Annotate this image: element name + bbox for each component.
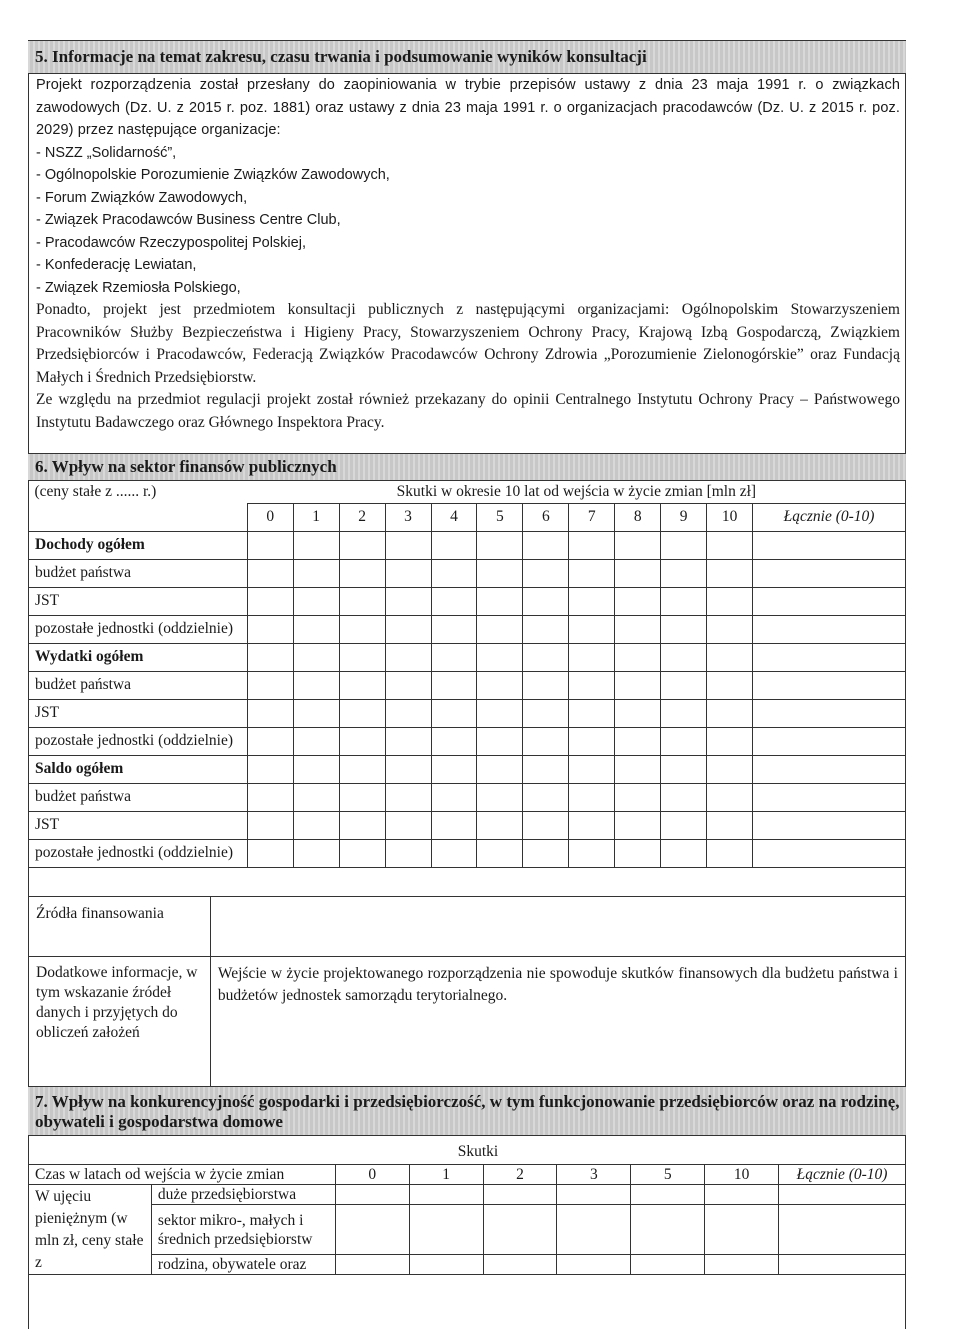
financial-value-cell [661, 643, 707, 671]
financial-value-cell [707, 699, 753, 727]
financial-value-cell [753, 643, 906, 671]
financial-value-cell [431, 783, 477, 811]
financial-value-cell [707, 727, 753, 755]
financial-value-cell [615, 839, 661, 867]
financial-row [29, 643, 906, 671]
financial-row-label: budżet państwa [29, 671, 248, 699]
financial-row-label: JST [29, 699, 248, 727]
financial-value-cell [615, 783, 661, 811]
financial-value-cell [569, 699, 615, 727]
financial-value-cell [615, 531, 661, 559]
document-page [28, 40, 906, 1329]
financial-value-cell [707, 671, 753, 699]
section-7-header [28, 1086, 906, 1136]
year-header: 10 [707, 503, 753, 531]
financial-value-cell [707, 839, 753, 867]
effects-period-header: Skutki w okresie 10 lat od wejścia w życie zmian [mln zł] [396, 482, 757, 500]
financial-value-cell [293, 699, 339, 727]
financial-value-cell [431, 559, 477, 587]
year-header: 5 [631, 1165, 705, 1185]
financial-value-cell [477, 699, 523, 727]
financial-value-cell [339, 615, 385, 643]
section-7-title: 7. Wpływ na konkurencyjność gospodarki i przedsiębiorczość, w tym funkcjonowanie przedsiębiorców oraz na rodzinę, obywateli i gospodarstwa domowe [35, 1092, 900, 1131]
financial-value-cell [753, 531, 906, 559]
organization-item: - Związek Pracodawców Business Centre Club, [36, 212, 341, 228]
financial-value-cell [339, 811, 385, 839]
financial-value-cell [707, 587, 753, 615]
financial-value-cell [247, 587, 293, 615]
financial-value-cell [661, 531, 707, 559]
financial-value-cell [569, 615, 615, 643]
financial-value-cell [615, 755, 661, 783]
financial-value-cell [661, 783, 707, 811]
financial-value-cell [431, 643, 477, 671]
financial-value-cell [707, 531, 753, 559]
financial-value-cell [247, 839, 293, 867]
financial-value-cell [247, 671, 293, 699]
financial-value-cell [753, 587, 906, 615]
year-header: 4 [431, 503, 477, 531]
financial-row [29, 755, 906, 783]
financial-value-cell [477, 839, 523, 867]
funding-sources-value [210, 897, 905, 957]
financial-row-label: JST [29, 811, 248, 839]
financial-value-cell [569, 783, 615, 811]
financial-value-cell [707, 559, 753, 587]
financial-value-cell [661, 587, 707, 615]
financial-rows [29, 531, 906, 867]
financial-row [29, 615, 906, 643]
financial-value-cell [661, 671, 707, 699]
financial-value-cell [339, 643, 385, 671]
financial-value-cell [431, 811, 477, 839]
financial-value-cell [569, 643, 615, 671]
financial-value-cell [569, 587, 615, 615]
section-6-header [28, 453, 906, 481]
financial-value-cell [753, 839, 906, 867]
financial-value-cell [293, 783, 339, 811]
financial-value-cell [753, 559, 906, 587]
financial-row-label: JST [29, 587, 248, 615]
financial-value-cell [569, 755, 615, 783]
organization-item: - Forum Związków Zawodowych, [36, 189, 248, 206]
financial-value-cell [431, 531, 477, 559]
financial-value-cell [247, 615, 293, 643]
financial-value-cell [523, 811, 569, 839]
time-since-entry-label: Czas w latach od wejścia w życie zmian [29, 1165, 336, 1185]
financial-value-cell [431, 839, 477, 867]
public-consultation-paragraph: Ponadto, projekt jest przedmiotem konsultacji publicznych z następującymi organizacjami: Ogólnopolskim Stowarzyszeniem Pracowników Służby Bezpieczeństwa i Higieny Pracy, Stowarzyszeniem Ochrony Pracy, Krajową Izbą Gospodarczą, Związkiem Przedsiębiorców i Pracodawców, Federacją Związków Pracodawców Ochrony Zdrowia „Porozumienie Zielonogórskie” oraz Fundacją Małych i Średnich Przedsiębiorstw. [36, 301, 900, 386]
year-header: 9 [661, 503, 707, 531]
year-header: 5 [477, 503, 523, 531]
financial-value-cell [477, 643, 523, 671]
financial-value-cell [385, 643, 431, 671]
section-7-effects-label: Skutki [457, 1143, 499, 1160]
financial-value-cell [385, 559, 431, 587]
year-header: 2 [483, 1165, 557, 1185]
financial-value-cell [247, 755, 293, 783]
financial-value-cell [569, 559, 615, 587]
financial-value-cell [523, 559, 569, 587]
financial-row [29, 811, 906, 839]
financial-value-cell [707, 755, 753, 783]
financial-value-cell [431, 699, 477, 727]
financial-value-cell [615, 587, 661, 615]
financial-value-cell [661, 699, 707, 727]
subrow-large-enterprises: duże przedsiębiorstwa [151, 1185, 335, 1205]
financial-value-cell [293, 643, 339, 671]
financial-value-cell [661, 559, 707, 587]
financial-row-label: budżet państwa [29, 783, 248, 811]
year-header: 1 [293, 503, 339, 531]
financial-value-cell [339, 727, 385, 755]
financial-row [29, 839, 906, 867]
organization-item: - Związek Rzemiosła Polskiego, [36, 279, 241, 296]
financial-value-cell [339, 783, 385, 811]
financial-value-cell [385, 671, 431, 699]
competitiveness-table [28, 1164, 906, 1275]
financial-value-cell [293, 531, 339, 559]
financial-value-cell [385, 727, 431, 755]
organization-list [36, 142, 900, 300]
financial-value-cell [753, 755, 906, 783]
financial-row [29, 727, 906, 755]
financial-value-cell [615, 671, 661, 699]
financial-value-cell [431, 727, 477, 755]
referral-paragraph: Ze względu na przedmiot regulacji projekt został również przekazany do opinii Centralnego Instytutu Ochrony Pracy – Państwowego Instytutu Badawczego oraz Głównego Inspektora Pracy. [36, 391, 900, 431]
financial-value-cell [569, 531, 615, 559]
year-header: 10 [705, 1165, 779, 1185]
financial-row [29, 671, 906, 699]
monetary-terms-label: W ujęciu pieniężnym (w mln zł, ceny stałe z [29, 1185, 152, 1275]
financial-value-cell [385, 783, 431, 811]
prices-label: (ceny stałe z ...... r.) [34, 483, 157, 500]
financial-value-cell [707, 643, 753, 671]
financial-value-cell [293, 727, 339, 755]
financial-value-cell [385, 531, 431, 559]
financial-value-cell [293, 755, 339, 783]
financial-value-cell [385, 755, 431, 783]
year-header: 0 [247, 503, 293, 531]
financial-value-cell [707, 811, 753, 839]
section-5-body [28, 74, 906, 434]
financial-value-cell [477, 615, 523, 643]
financial-value-cell [385, 839, 431, 867]
financial-value-cell [615, 699, 661, 727]
financial-value-cell [707, 783, 753, 811]
financial-value-cell [477, 755, 523, 783]
financial-value-cell [661, 755, 707, 783]
financial-value-cell [661, 615, 707, 643]
financial-value-cell [707, 615, 753, 643]
financial-row-label: Saldo ogółem [29, 755, 248, 783]
financial-value-cell [431, 671, 477, 699]
financial-value-cell [293, 615, 339, 643]
financial-value-cell [431, 615, 477, 643]
financial-value-cell [431, 587, 477, 615]
financial-value-cell [247, 727, 293, 755]
consultation-intro: Projekt rozporządzenia został przesłany do zaopiniowania w trybie przepisów ustawy z dnia 23 maja 1991 r. o związkach zawodowych (Dz. U. z 2015 r. poz. 1881) oraz ustawy z dnia 23 maja 1991 r. o organizacjach pracodawców (Dz. U. z 2015 r. poz. 2029) przez następujące organizacje: [36, 77, 900, 138]
total-header: Łącznie (0-10) [779, 1165, 906, 1185]
additional-info-label: Dodatkowe informacje, w tym wskazanie źródeł danych i przyjętych do obliczeń założeń [29, 957, 211, 1124]
financial-value-cell [247, 531, 293, 559]
financial-value-cell [477, 811, 523, 839]
financial-value-cell [753, 699, 906, 727]
financial-value-cell [661, 727, 707, 755]
financial-value-cell [293, 559, 339, 587]
year-header: 2 [339, 503, 385, 531]
financial-value-cell [661, 839, 707, 867]
financial-value-cell [339, 839, 385, 867]
financial-row [29, 587, 906, 615]
financial-value-cell [523, 671, 569, 699]
financial-row-label: Wydatki ogółem [29, 643, 248, 671]
financial-value-cell [615, 615, 661, 643]
financial-value-cell [247, 783, 293, 811]
total-header: Łącznie (0-10) [753, 503, 906, 531]
year-header: 8 [615, 503, 661, 531]
financial-value-cell [339, 671, 385, 699]
financial-value-cell [523, 531, 569, 559]
financial-value-cell [569, 811, 615, 839]
section-6-title: 6. Wpływ na sektor finansów publicznych [35, 457, 337, 476]
financial-value-cell [523, 727, 569, 755]
financial-value-cell [477, 587, 523, 615]
financial-value-cell [523, 615, 569, 643]
financial-row-label: pozostałe jednostki (oddzielnie) [29, 839, 248, 867]
financial-value-cell [339, 559, 385, 587]
financial-value-cell [385, 699, 431, 727]
financial-value-cell [385, 587, 431, 615]
subrow-sme: sektor mikro-, małych i średnich przedsiębiorstw [151, 1205, 335, 1255]
financial-value-cell [569, 671, 615, 699]
financial-value-cell [615, 727, 661, 755]
year-header: 0 [335, 1165, 409, 1185]
financial-value-cell [293, 811, 339, 839]
financial-value-cell [615, 643, 661, 671]
financial-value-cell [523, 783, 569, 811]
year-header: 3 [385, 503, 431, 531]
financial-value-cell [477, 783, 523, 811]
additional-info-text: Wejście w życie projektowanego rozporządzenia nie spowoduje skutków finansowych dla budżetu państwa i budżetów jednostek samorządu terytorialnego. [210, 957, 905, 1124]
financial-value-cell [477, 531, 523, 559]
financial-row [29, 559, 906, 587]
financial-value-cell [569, 839, 615, 867]
financial-row [29, 783, 906, 811]
financial-value-cell [293, 839, 339, 867]
financial-value-cell [523, 643, 569, 671]
financial-row-label: budżet państwa [29, 559, 248, 587]
financial-value-cell [523, 839, 569, 867]
financial-value-cell [293, 587, 339, 615]
organization-item: - Konfederację Lewiatan, [36, 257, 197, 273]
organization-item: - Pracodawców Rzeczypospolitej Polskiej, [36, 234, 306, 251]
financial-value-cell [339, 699, 385, 727]
financial-value-cell [339, 755, 385, 783]
organization-item: - Ogólnopolskie Porozumienie Związków Zawodowych, [36, 167, 390, 183]
financial-value-cell [523, 755, 569, 783]
financial-row [29, 531, 906, 559]
financial-value-cell [615, 811, 661, 839]
financial-row-label: pozostałe jednostki (oddzielnie) [29, 727, 248, 755]
financial-value-cell [569, 727, 615, 755]
financial-impact-table [28, 481, 906, 868]
financial-value-cell [431, 755, 477, 783]
financial-value-cell [477, 671, 523, 699]
subrow-family-citizens: rodzina, obywatele oraz [151, 1255, 335, 1275]
year-header: 6 [523, 503, 569, 531]
financial-value-cell [477, 727, 523, 755]
financial-value-cell [523, 587, 569, 615]
financial-value-cell [339, 531, 385, 559]
financial-row [29, 699, 906, 727]
year-header: 7 [569, 503, 615, 531]
year-header: 1 [409, 1165, 483, 1185]
financial-row-label: pozostałe jednostki (oddzielnie) [29, 615, 248, 643]
financial-value-cell [247, 559, 293, 587]
financial-value-cell [523, 699, 569, 727]
financial-value-cell [339, 587, 385, 615]
financial-value-cell [753, 615, 906, 643]
financial-value-cell [615, 559, 661, 587]
financial-value-cell [293, 671, 339, 699]
section-5-header [28, 40, 906, 74]
financial-value-cell [385, 811, 431, 839]
financial-value-cell [477, 559, 523, 587]
organization-item: - NSZZ „Solidarność”, [36, 144, 177, 161]
year-header: 3 [557, 1165, 631, 1185]
financial-value-cell [247, 643, 293, 671]
financial-row-label: Dochody ogółem [29, 531, 248, 559]
financial-value-cell [661, 811, 707, 839]
financial-value-cell [753, 811, 906, 839]
financial-value-cell [385, 615, 431, 643]
financial-value-cell [753, 727, 906, 755]
funding-sources-label: Źródła finansowania [29, 897, 211, 957]
section-5-title: 5. Informacje na temat zakresu, czasu trwania i podsumowanie wyników konsultacji [35, 47, 647, 66]
financial-value-cell [247, 699, 293, 727]
financial-value-cell [247, 811, 293, 839]
financial-value-cell [753, 783, 906, 811]
financial-value-cell [753, 671, 906, 699]
